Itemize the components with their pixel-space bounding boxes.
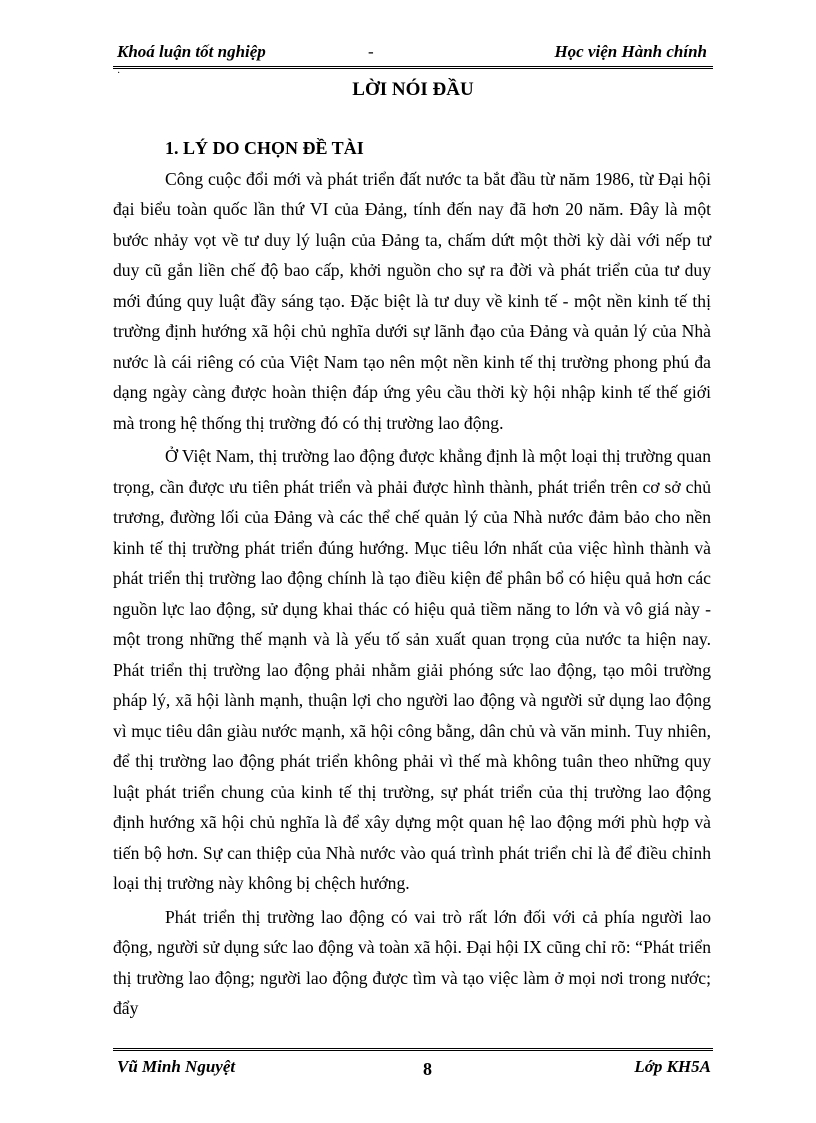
page-footer [113, 1048, 713, 1083]
page-header [113, 40, 713, 69]
page-title: LỜI NÓI ĐẦU [352, 79, 474, 100]
header-thesis-label: Khoá luận tốt nghiệp [117, 42, 266, 61]
footer-author: Vũ Minh Nguyệt [117, 1057, 236, 1076]
paragraph-2: Ở Việt Nam, thị trường lao động được khẳng định là một loại thị trường quan trọng, cần được ưu tiên phát triển và phải được hình thành, phát triển trên cơ sở chủ trương, đường lối của Đảng và các thể chế quản lý của Nhà nước đảm bảo cho nền kinh tế thị trường phát triển đúng hướng. Mục tiêu lớn nhất của việc hình thành và phát triển thị trường lao động chính là tạo điều kiện để phân bổ có hiệu quả hơn các nguồn lực lao động, sử dụng khai thác có hiệu quả tiềm năng to lớn và vô giá này - một trong những thế mạnh và là yếu tố sản xuất quan trọng của nước ta hiện nay. Phát triển thị trường lao động phải nhằm giải phóng sức lao động, tạo môi trường pháp lý, xã hội lành mạnh, thuận lợi cho người lao động và người sử dụng lao động vì mục tiêu dân giàu nước mạnh, xã hội công bằng, dân chủ và văn minh. Tuy nhiên, để thị trường lao động phát triển không phải vì thế mà không tuân theo những quy luật phát triển chung của kinh tế thị trường, sự phát triển của thị trường lao động định hướng xã hội chủ nghĩa là để xây dựng một quan hệ lao động mới phù hợp và tiến bộ hơn. Sự can thiệp của Nhà nước vào quá trình phát triển chỉ là để điều chỉnh loại thị trường này không bị chệch hướng. [113, 446, 711, 893]
paragraph-3: Phát triển thị trường lao động có vai trò rất lớn đối với cả phía người lao động, người sử dụng sức lao động và toàn xã hội. Đại hội IX cũng chỉ rõ: “Phát triển thị trường lao động; người lao động được tìm và tạo việc làm ở mọi nơi trong nước; đẩy [113, 906, 711, 1018]
header-institution: Học viện Hành chính [554, 42, 707, 61]
paragraph-1: Công cuộc đổi mới và phát triển đất nước ta bắt đầu từ năm 1986, từ Đại hội đại biểu toàn quốc lần thứ VI của Đảng, tính đến nay đã hơn 20 năm. Đây là một bước nhảy vọt về tư duy lý luận của Đảng ta, chấm dứt một thời kỳ dài với nếp tư duy cũ gắn liền chế độ bao cấp, khởi nguồn cho sự ra đời và phát triển của tư duy mới đúng quy luật đầy sáng tạo. Đặc biệt là tư duy về kinh tế - một nền kinh tế thị trường định hướng xã hội chủ nghĩa dưới sự lãnh đạo của Đảng và quản lý của Nhà nước là cái riêng có của Việt Nam tạo nên một nền kinh tế thị trường phong phú đa dạng ngày càng được hoàn thiện đáp ứng yêu cầu thời kỳ hội nhập kinh tế thế giới mà trong hệ thống thị trường đó có thị trường lao động. [113, 168, 711, 433]
page-number: 8 [423, 1059, 432, 1079]
section-heading: 1. LÝ DO CHỌN ĐỀ TÀI [165, 138, 364, 158]
scan-speck: · [117, 68, 121, 79]
document-body [113, 133, 711, 1024]
footer-class: Lớp KH5A [634, 1057, 711, 1076]
header-separator: - [368, 42, 374, 61]
